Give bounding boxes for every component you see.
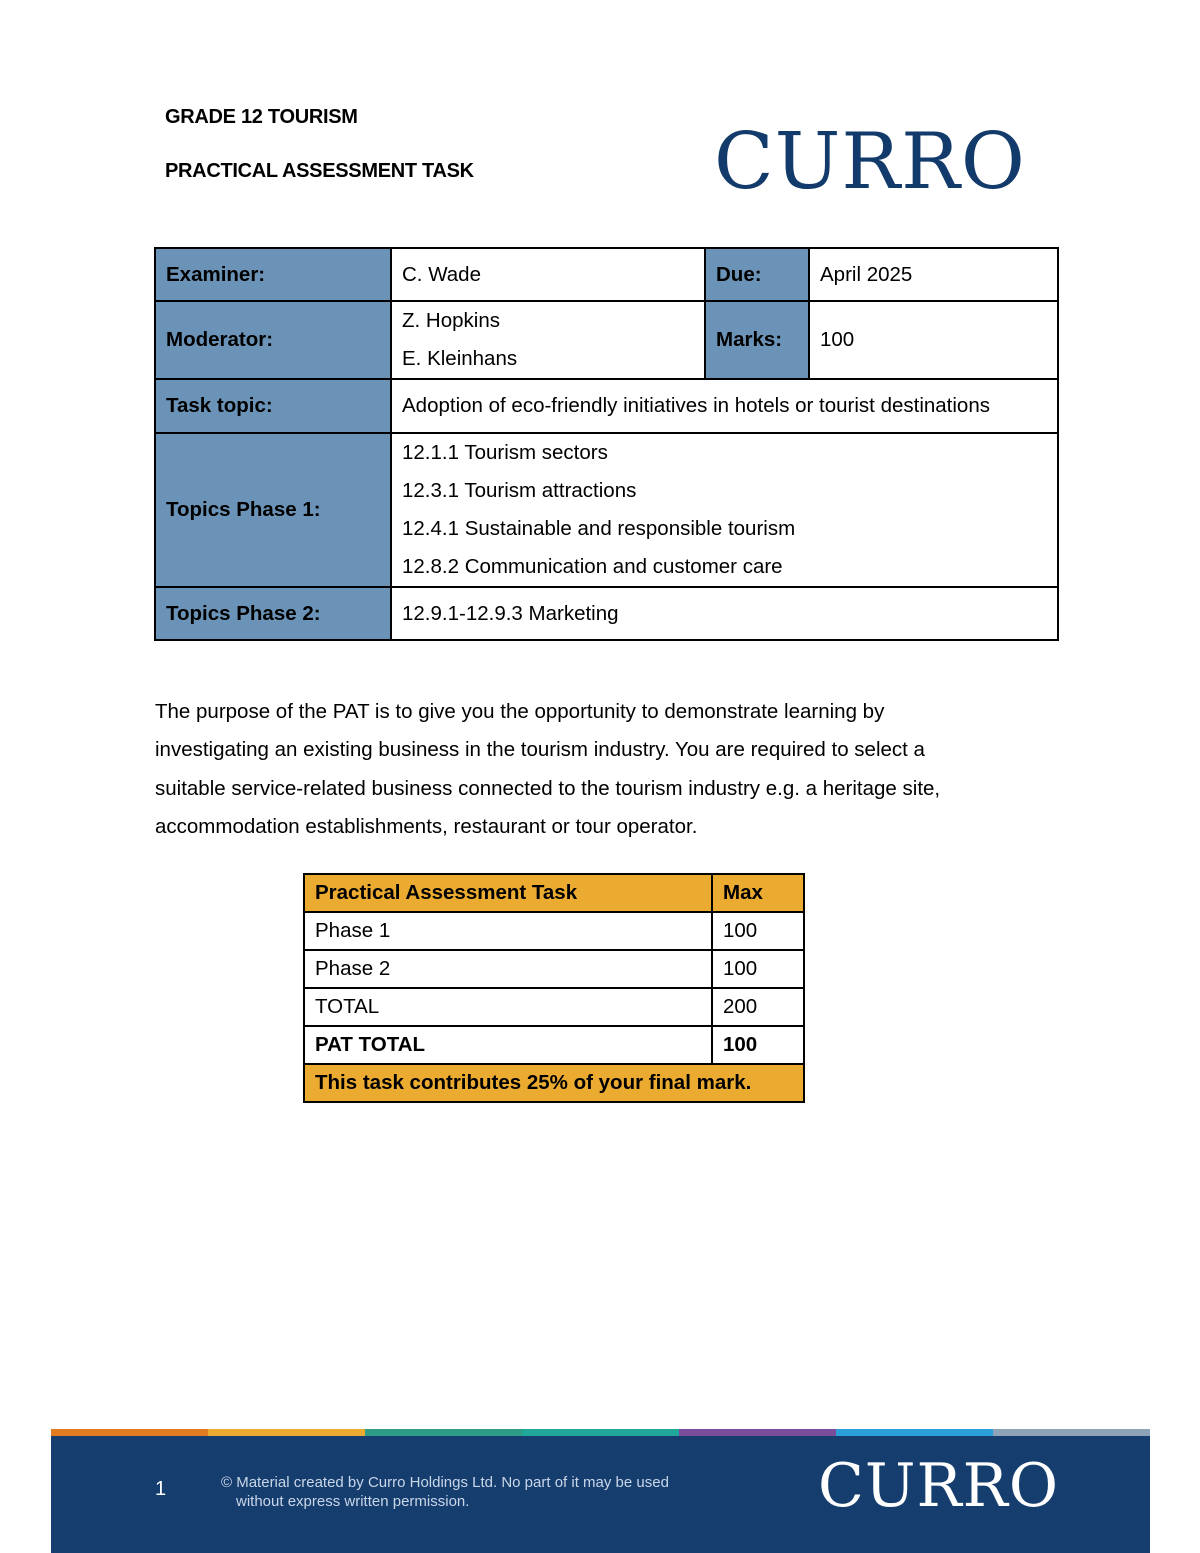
phase1-label: Topics Phase 1: <box>155 433 391 587</box>
moderator-label: Moderator: <box>155 301 391 379</box>
document-subtitle: PRACTICAL ASSESSMENT TASK <box>165 160 474 182</box>
task-info-table <box>154 247 1059 641</box>
phase1-topic: 12.4.1 Sustainable and responsible tourism <box>402 517 796 540</box>
phase1-topics <box>391 433 1058 587</box>
stripe-segment <box>836 1429 993 1436</box>
row-value: 100 <box>712 950 804 988</box>
purpose-line: suitable service-related business connected to the tourism industry e.g. a heritage site, <box>155 776 941 800</box>
stripe-segment <box>51 1429 208 1436</box>
copyright-line: © Material created by Curro Holdings Ltd. No part of it may be used <box>221 1474 669 1491</box>
moderator-value <box>391 301 705 379</box>
row-label: Phase 1 <box>304 912 712 950</box>
page-number: 1 <box>155 1478 167 1500</box>
footer-color-stripe <box>51 1429 1150 1436</box>
phase1-topic: 12.3.1 Tourism attractions <box>402 479 637 502</box>
copyright-line: without express written permission. <box>236 1493 470 1510</box>
stripe-segment <box>522 1429 679 1436</box>
table-row <box>155 433 1058 587</box>
row-value: 200 <box>712 988 804 1026</box>
stripe-segment <box>679 1429 836 1436</box>
purpose-line: accommodation establishments, restaurant or tour operator. <box>155 815 698 839</box>
task-topic-label: Task topic: <box>155 379 391 433</box>
moderator-name: Z. Hopkins <box>402 309 500 332</box>
table-row <box>155 379 1058 433</box>
task-topic-value: Adoption of eco-friendly initiatives in hotels or tourist destinations <box>391 379 1058 433</box>
column-header-max: Max <box>712 874 804 912</box>
examiner-value: C. Wade <box>391 248 705 301</box>
purpose-line: The purpose of the PAT is to give you the opportunity to demonstrate learning by <box>155 700 885 723</box>
column-header-task: Practical Assessment Task <box>304 874 712 912</box>
table-row <box>155 248 1058 301</box>
table-row <box>155 301 1058 379</box>
copyright-notice <box>221 1473 669 1511</box>
contribution-note: This task contributes 25% of your final mark. <box>304 1064 804 1102</box>
page-footer <box>51 1436 1150 1553</box>
curro-logo: CURRO <box>714 117 1026 207</box>
stripe-segment <box>993 1429 1150 1436</box>
purpose-paragraph <box>155 693 1035 847</box>
phase1-topic: 12.1.1 Tourism sectors <box>402 441 608 464</box>
marks-value: 100 <box>809 301 1058 379</box>
table-footer-row <box>304 1064 804 1102</box>
due-label: Due: <box>705 248 809 301</box>
table-row <box>155 587 1058 640</box>
phase1-topic: 12.8.2 Communication and customer care <box>402 555 783 578</box>
stripe-segment <box>365 1429 522 1436</box>
marks-label: Marks: <box>705 301 809 379</box>
due-value: April 2025 <box>809 248 1058 301</box>
phase2-label: Topics Phase 2: <box>155 587 391 640</box>
document-title: GRADE 12 TOURISM <box>165 106 358 128</box>
moderator-name: E. Kleinhans <box>402 347 518 370</box>
pat-marks-table <box>303 873 805 1103</box>
examiner-label: Examiner: <box>155 248 391 301</box>
stripe-segment <box>208 1429 365 1436</box>
table-row <box>304 912 804 950</box>
table-row <box>304 988 804 1026</box>
purpose-line: investigating an existing business in the tourism industry. You are required to select a <box>155 738 925 762</box>
table-row <box>304 950 804 988</box>
table-row <box>304 1026 804 1064</box>
row-label: PAT TOTAL <box>304 1026 712 1064</box>
row-label: TOTAL <box>304 988 712 1026</box>
row-value: 100 <box>712 912 804 950</box>
curro-footer-logo: CURRO <box>818 1451 1060 1521</box>
table-header-row <box>304 874 804 912</box>
row-value: 100 <box>712 1026 804 1064</box>
row-label: Phase 2 <box>304 950 712 988</box>
phase2-topics: 12.9.1-12.9.3 Marketing <box>391 587 1058 640</box>
